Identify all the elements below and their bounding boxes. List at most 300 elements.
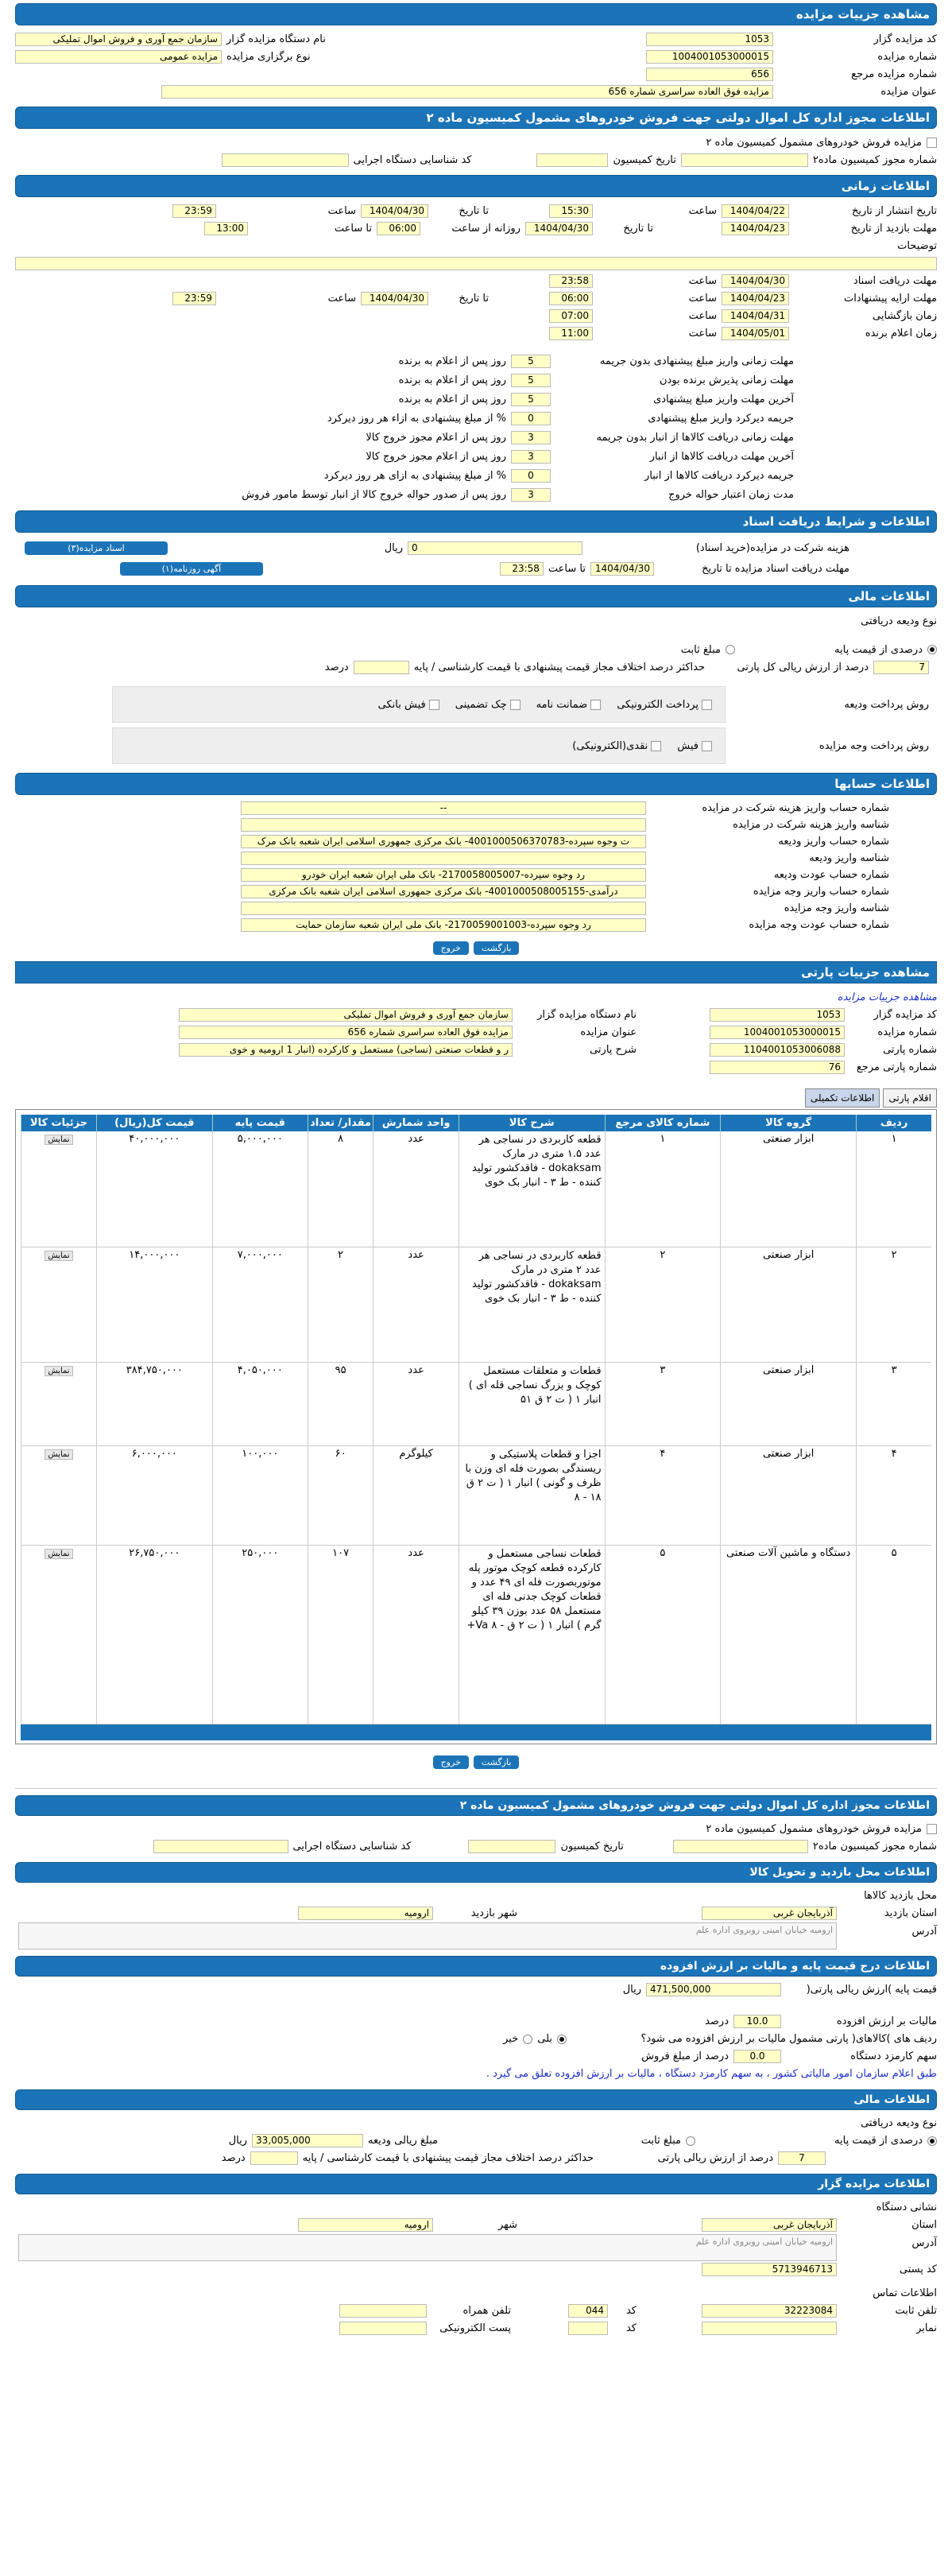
show-details-button[interactable]: نمایش xyxy=(45,1135,72,1145)
cell-q: ۶۰ xyxy=(308,1445,373,1545)
section-timing: اطلاعات زمانی xyxy=(15,175,937,197)
option-checkbox[interactable] xyxy=(590,700,601,710)
ann-time-label: ساعت xyxy=(688,327,717,339)
account-label: شماره حساب واریز وجه مزایده xyxy=(753,886,889,898)
cell-p: ۲۵۰,۰۰۰ xyxy=(212,1545,308,1724)
rule-row xyxy=(15,390,937,409)
p-num-field: 1004001053000015 xyxy=(710,1026,845,1039)
org-field: سازمان جمع آوری و فروش اموال تملیکی xyxy=(15,33,222,46)
cell-d: قطعه کاربردی در نساجی هر عدد ۱.۵ متری در مارک dokaksam - فاقدکشور تولید کننده - ط ۳ - انبار بک خوی xyxy=(459,1131,605,1247)
option-label: چک تضمینی xyxy=(455,698,507,711)
rule-value: 0 xyxy=(511,469,551,483)
permit-check-label-2: مزایده فروش خودروهای مشمول کمیسیون ماده ۲ xyxy=(706,1823,922,1835)
pay-bid-label: روش پرداخت وجه مزایده xyxy=(818,739,929,752)
fee-field: 0 xyxy=(408,541,582,555)
vat-unit: درصد xyxy=(705,2015,729,2027)
visit-to-time-label: تا ساعت xyxy=(334,222,372,235)
fixed-radio[interactable] xyxy=(726,645,735,654)
cell-details xyxy=(21,1545,97,1724)
pct-label-2: درصدی از قیمت پایه xyxy=(834,2135,923,2147)
fee-share-field: 0.0 xyxy=(733,2050,781,2063)
rule-row xyxy=(15,370,937,390)
show-details-button[interactable]: نمایش xyxy=(45,1549,72,1559)
rule-row xyxy=(15,447,937,466)
max-diff-field-2 xyxy=(250,2151,298,2165)
fax-label: نمابر xyxy=(916,2322,937,2334)
section-party: مشاهده جزییات پارتی xyxy=(15,961,937,983)
rule-unit: روز پس از اعلام مجوز خروج کالا xyxy=(366,431,506,444)
deposit-type-label-2: نوع ودیعه دریافتی xyxy=(861,2117,937,2129)
rule-value: 5 xyxy=(511,374,551,387)
section-permit-2: اطلاعات مجوز اداره کل اموال دولتی جهت فروش خودروهای مشمول کمیسیون ماده ۲ xyxy=(15,1795,937,1816)
auction-details-link[interactable]: مشاهده جزییات مزایده xyxy=(837,991,937,1003)
desc-label: توضیحات xyxy=(897,239,937,252)
permit-num-field-2 xyxy=(673,1840,808,1853)
visit-addr-label: آدرس xyxy=(911,1925,937,1938)
rule-value: 3 xyxy=(511,488,551,502)
cell-t: ۶,۰۰۰,۰۰۰ xyxy=(97,1445,213,1545)
deposit-type-label: نوع ودیعه دریافتی xyxy=(861,615,937,627)
pct-label: درصدی از قیمت پایه xyxy=(834,643,923,656)
visit-hour-to: 13:00 xyxy=(204,222,248,235)
rule-desc: مدت زمان اعتبار حواله خروج xyxy=(668,488,794,501)
cell-p: ۴,۰۵۰,۰۰۰ xyxy=(212,1362,308,1445)
section-documents: اطلاعات و شرایط دریافت اسناد xyxy=(15,510,937,533)
zip-field: 5713946713 xyxy=(702,2263,837,2276)
option-checkbox[interactable] xyxy=(702,741,712,751)
column-header: قیمت پایه xyxy=(212,1115,308,1131)
cell-t: ۳۸۴,۷۵۰,۰۰۰ xyxy=(97,1362,213,1445)
back-button-2[interactable]: بازگشت xyxy=(474,1755,520,1769)
base-price-field: 471,500,000 xyxy=(646,1983,781,1996)
cell-t: ۲۶,۷۵۰,۰۰۰ xyxy=(97,1545,213,1724)
pub-to-time: 23:59 xyxy=(172,204,216,218)
p-subj-label: عنوان مزایده xyxy=(580,1026,637,1038)
bid-time-label: ساعت xyxy=(688,292,717,305)
pub-to: 1404/04/30 xyxy=(361,204,428,218)
column-header: شرح کالا xyxy=(459,1115,605,1131)
pub-to-time-label: ساعت xyxy=(327,204,356,217)
option-label: فیش بانکی xyxy=(377,698,426,711)
account-value: -- xyxy=(241,801,646,815)
account-value: رد وجوه سپرده-2170058005007- بانک ملی ایران شعبه ایران خودرو xyxy=(241,868,646,882)
option-label: پرداخت الکترونیکی xyxy=(617,698,699,711)
org-addr-label: آدرس xyxy=(911,2237,937,2249)
cell-g: ابزار صنعتی xyxy=(721,1131,857,1247)
fee-share-label: سهم کارمزد دستگاه xyxy=(850,2050,937,2062)
cell-t: ۴۰,۰۰۰,۰۰۰ xyxy=(97,1131,213,1247)
fax-code-label: کد xyxy=(625,2322,637,2334)
exit-button-2[interactable]: خروج xyxy=(433,1755,469,1769)
org-prov-field: آذربایجان غربی xyxy=(702,2218,837,2232)
account-value xyxy=(241,902,646,915)
vat-no-label: خیر xyxy=(503,2033,519,2045)
rule-unit: % از مبلغ پیشنهادی به ازای هر روز دیرکرد xyxy=(323,469,506,482)
exec-id-label: کد شناسایی دستگاه اجرایی xyxy=(353,153,472,166)
column-header: قیمت کل(ریال) xyxy=(97,1115,213,1131)
bid-to-time-label: ساعت xyxy=(327,292,356,305)
fee-share-unit: درصد از مبلغ فروش xyxy=(641,2050,729,2062)
cell-g: دستگاه و ماشین آلات صنعتی xyxy=(721,1545,857,1724)
email-field xyxy=(339,2322,427,2335)
phone-label: تلفن ثابت xyxy=(895,2305,937,2317)
vat-yes-radio[interactable] xyxy=(557,2035,567,2044)
pay-deposit-options xyxy=(112,686,726,723)
subj-field: مزایده فوق العاده سراسری شماره 656 xyxy=(161,85,773,99)
cell-details xyxy=(21,1362,97,1445)
dl-time: 23:58 xyxy=(500,562,544,576)
tab-extra-info[interactable]: اطلاعات تکمیلی xyxy=(805,1088,880,1108)
rule-value: 5 xyxy=(511,393,551,406)
ann-date: 1404/05/01 xyxy=(722,327,789,340)
rule-desc: مهلت زمانی پذیرش برنده بودن xyxy=(659,374,794,386)
exec-id-field-2 xyxy=(153,1840,288,1853)
cell-q: ۸ xyxy=(308,1131,373,1247)
visit-daily-label: روزانه از ساعت xyxy=(451,222,521,235)
payment-option[interactable] xyxy=(536,699,602,711)
column-header: واحد شمارش xyxy=(373,1115,459,1131)
visit-addr-field: ارومیه خیابان امینی روبروی اداره علم xyxy=(18,1922,837,1949)
option-label: نقدی(الکترونیکی) xyxy=(572,739,648,752)
account-row xyxy=(15,833,937,850)
cell-n: ۳ xyxy=(857,1362,931,1445)
section-auctioneer: اطلاعات مزایده گزار xyxy=(15,2174,937,2194)
mobile-label: تلفن همراه xyxy=(462,2305,511,2317)
num-field: 1004001053000015 xyxy=(646,50,773,64)
phone-code-label: کد xyxy=(625,2305,637,2317)
code-label: کد مزایده گزار xyxy=(873,33,937,45)
vat-no-radio[interactable] xyxy=(523,2035,532,2044)
org-prov-label: استان xyxy=(911,2219,937,2231)
cell-u: عدد xyxy=(373,1131,459,1247)
rule-unit: روز پس از اعلام به برنده xyxy=(398,374,506,386)
cell-q: ۲ xyxy=(308,1247,373,1362)
account-label: شناسه واریز وجه مزایده xyxy=(784,902,889,914)
column-header: مقدار/ تعداد xyxy=(308,1115,373,1131)
cell-t: ۱۴,۰۰۰,۰۰۰ xyxy=(97,1247,213,1362)
cell-n: ۵ xyxy=(857,1545,931,1724)
rule-desc: مهلت زمانی واریز مبلغ پیشنهادی بدون جریمه xyxy=(599,355,794,367)
pub-from-time: 15:30 xyxy=(549,204,593,218)
doc-time-label: ساعت xyxy=(688,274,717,287)
deposit-amount-label: مبلغ ریالی ودیعه xyxy=(368,2135,438,2147)
payment-option[interactable] xyxy=(572,740,661,752)
email-label: پست الکترونیکی xyxy=(439,2322,511,2334)
party-ref-label: شماره پارتی مرجع xyxy=(856,1061,937,1073)
p-num-label: شماره مزایده xyxy=(877,1026,937,1038)
rule-desc: جریمه دیرکرد دریافت کالاها از انبار xyxy=(644,469,794,482)
cell-n: ۴ xyxy=(857,1445,931,1545)
doc-label: مهلت دریافت اسناد xyxy=(853,274,937,287)
cell-r: ۳ xyxy=(605,1362,721,1445)
table-footer xyxy=(21,1724,931,1740)
cell-d: قطعات و متعلقات مستعمل کوچک و بزرگ نساجی قله ای ) انبار ۱ ( ت ۲ ق ۵۱ xyxy=(459,1362,605,1445)
fixed-label: مبلغ ثابت xyxy=(680,643,721,656)
ref-label: شماره مزایده مرجع xyxy=(851,68,937,80)
section-financial: اطلاعات مالی xyxy=(15,585,937,607)
payment-option[interactable] xyxy=(677,740,712,752)
p-code-label: کد مزایده گزار xyxy=(873,1008,937,1021)
cell-d: قطعه کاربردی در نساجی هر عدد ۲ متری در مارک dokaksam - فاقدکشور تولید کننده - ط ۳ - انبار بک خوی xyxy=(459,1247,605,1362)
doc-date: 1404/04/30 xyxy=(722,274,789,288)
max-diff-field xyxy=(354,661,409,674)
pub-from: 1404/04/22 xyxy=(722,204,789,218)
vat-question-label: ردیف های )کالاهای( پارتی مشمول مالیات بر ارزش افزوده می شود؟ xyxy=(640,2033,937,2045)
cell-q: ۱۰۷ xyxy=(308,1545,373,1724)
org-address-head: نشانی دستگاه xyxy=(876,2202,937,2213)
show-details-button[interactable]: نمایش xyxy=(45,1251,72,1261)
visit-city-field: ارومیه xyxy=(298,1907,433,1920)
tax-note: طبق اعلام سازمان امور مالیاتی کشور ، به سهم کارمزد دستگاه ، مالیات بر ارزش افزوده تعلق می گیرد . xyxy=(486,2068,937,2080)
fixed-label-2: مبلغ ثابت xyxy=(640,2135,681,2147)
permit-date-label: تاریخ کمیسیون xyxy=(613,153,676,166)
exec-id-field xyxy=(222,153,349,167)
section-base-price: اطلاعات درج قیمت پایه و مالیات بر ارزش افزوده xyxy=(15,1956,937,1977)
rule-value: 0 xyxy=(511,412,551,425)
cell-g: ابزار صنعتی xyxy=(721,1247,857,1362)
pub-time-label: ساعت xyxy=(688,204,717,217)
payment-option[interactable] xyxy=(617,699,712,711)
accounts-list xyxy=(15,800,937,933)
back-button[interactable]: بازگشت xyxy=(474,941,520,955)
visit-label: مهلت بازدید از تاریخ xyxy=(850,222,937,235)
cell-r: ۲ xyxy=(605,1247,721,1362)
org-label: نام دستگاه مزایده گزار xyxy=(226,33,326,45)
show-details-button[interactable]: نمایش xyxy=(45,1366,72,1376)
pct-field: 7 xyxy=(873,661,929,674)
exit-button[interactable]: خروج xyxy=(433,941,469,955)
permit-checkbox-2[interactable] xyxy=(927,1824,937,1834)
p-org-label: نام دستگاه مزایده گزار xyxy=(537,1008,637,1021)
phone-code-field: 044 xyxy=(568,2304,608,2318)
pct-radio[interactable] xyxy=(927,645,937,654)
code-field: 1053 xyxy=(646,33,773,46)
column-header: ردیف xyxy=(857,1115,931,1131)
max-diff-label: حداکثر درصد اختلاف مجاز قیمت پیشنهادی با قیمت کارشناسی / پایه xyxy=(413,661,705,673)
account-value: ت وجوه سپرده-4001000506370783- بانک مرکزی جمهوری اسلامی ایران شعبه بانک مرک xyxy=(241,835,646,848)
account-row xyxy=(15,850,937,867)
max-diff-unit-2: درصد xyxy=(221,2152,246,2164)
party-num-label: شماره پارتی xyxy=(883,1043,937,1056)
deposit-amount-unit: ریال xyxy=(228,2135,248,2147)
section-financial-2: اطلاعات مالی xyxy=(15,2089,937,2110)
visit-city-label: شهر بازدید xyxy=(470,1907,517,1919)
account-label: شماره حساب عودت ودیعه xyxy=(773,869,889,881)
cell-r: ۴ xyxy=(605,1445,721,1545)
org-city-field: ارومیه xyxy=(298,2218,433,2232)
bid-to-label: تا تاریخ xyxy=(459,292,489,305)
column-header: جزئیات کالا xyxy=(21,1115,97,1131)
account-value xyxy=(241,852,646,865)
subj-label: عنوان مزایده xyxy=(880,85,937,98)
account-label: شناسه واریز هزینه شرکت در مزایده xyxy=(733,819,889,831)
pub-label: تاریخ انتشار از تاریخ xyxy=(851,204,937,217)
pct-field-2: 7 xyxy=(778,2151,826,2165)
account-row xyxy=(15,917,937,933)
cell-u: عدد xyxy=(373,1247,459,1362)
rule-desc: جریمه دیرکرد واریز مبلغ پیشنهادی xyxy=(648,412,794,425)
bid-to-time: 23:59 xyxy=(172,292,216,305)
visit-place-label: محل بازدید کالاها xyxy=(864,1890,937,1902)
account-row xyxy=(15,867,937,883)
fee-unit: ریال xyxy=(384,541,403,554)
permit-num-field xyxy=(681,153,808,167)
bid-label: مهلت ارایه پیشنهادات xyxy=(843,292,937,305)
rule-desc: مهلت زمانی دریافت کالاها از انبار بدون جریمه xyxy=(596,431,794,444)
base-price-unit: ریال xyxy=(622,1984,641,1996)
bid-from: 1404/04/23 xyxy=(722,292,789,305)
cell-p: ۵,۰۰۰,۰۰۰ xyxy=(212,1131,308,1247)
cell-g: ابزار صنعتی xyxy=(721,1445,857,1545)
option-checkbox[interactable] xyxy=(429,700,439,710)
table-row xyxy=(21,1545,932,1724)
permit-checkbox[interactable] xyxy=(927,138,937,148)
visit-from: 1404/04/23 xyxy=(722,222,789,235)
cell-r: ۵ xyxy=(605,1545,721,1724)
section-permit: اطلاعات مجوز اداره کل اموال دولتی جهت فروش خودروهای مشمول کمیسیون ماده ۲ xyxy=(15,107,937,129)
vat-yes-label: بلی xyxy=(537,2033,552,2045)
visit-prov-field: آذربایجان غربی xyxy=(702,1907,837,1920)
table-row xyxy=(21,1131,932,1247)
exec-id-label-2: کد شناسایی دستگاه اجرایی xyxy=(292,1841,412,1852)
account-label: شماره حساب واریز ودیعه xyxy=(778,836,889,848)
table-row xyxy=(21,1362,932,1445)
payment-option[interactable] xyxy=(455,699,521,711)
type-label: نوع برگزاری مزایده xyxy=(226,50,311,63)
option-checkbox[interactable] xyxy=(510,700,521,710)
rule-value: 3 xyxy=(511,450,551,464)
visit-to-label: تا تاریخ xyxy=(623,222,653,235)
newspaper-ad-button[interactable]: آگهی روزنامه(۱) xyxy=(120,562,263,576)
doc-time: 23:58 xyxy=(549,274,593,288)
account-value xyxy=(241,818,646,832)
section-auction-details: مشاهده جزییات مزایده xyxy=(15,3,937,25)
ann-time: 11:00 xyxy=(549,327,593,340)
max-diff-label-2: حداکثر درصد اختلاف مجاز قیمت پیشنهادی با قیمت کارشناسی / پایه xyxy=(302,2152,594,2164)
option-checkbox[interactable] xyxy=(702,700,712,710)
open-date: 1404/04/31 xyxy=(722,309,789,323)
pub-to-label: تا تاریخ xyxy=(459,204,489,217)
rule-unit: روز پس از صدور حواله خروج کالا از انبار توسط مامور فروش xyxy=(242,488,506,501)
fax-code-field xyxy=(568,2322,608,2335)
num-label: شماره مزایده xyxy=(877,50,937,63)
visit-to: 1404/04/30 xyxy=(525,222,593,235)
permit-check-label: مزایده فروش خودروهای مشمول کمیسیون ماده ۲ xyxy=(706,136,922,149)
bid-from-time: 06:00 xyxy=(549,292,593,305)
cell-r: ۱ xyxy=(605,1131,721,1247)
permit-date-field-2 xyxy=(468,1840,555,1853)
cell-u: کیلوگرم xyxy=(373,1445,459,1545)
vat-label: مالیات بر ارزش افزوده xyxy=(836,2015,937,2027)
cell-d: اجزا و قطعات پلاستیکی و ریسندگی بصورت فله ای وزن با ظرف و گونی ) انبار ۱ ( ت ۲ ق ۱۸ - ۸ xyxy=(459,1445,605,1545)
rule-row xyxy=(15,466,937,485)
pay-bid-options xyxy=(112,727,726,764)
p-code-field: 1053 xyxy=(710,1008,845,1022)
cell-u: عدد xyxy=(373,1545,459,1724)
permit-date-field xyxy=(536,153,608,167)
account-label: شناسه واریز ودیعه xyxy=(809,852,889,864)
rule-unit: روز پس از اعلام به برنده xyxy=(398,393,506,405)
cell-u: عدد xyxy=(373,1362,459,1445)
cell-g: ابزار صنعتی xyxy=(721,1362,857,1445)
vat-field: 10.0 xyxy=(733,2015,781,2028)
account-value: درآمدی-4001000508005155- بانک مرکزی جمهوری اسلامی ایران شعبه بانک مرکزی xyxy=(241,885,646,898)
fee-label: هزینه شرکت در مزایده(خرید اسناد) xyxy=(695,541,849,554)
permit-num-label-2: شماره مجوز کمیسیون ماده۲ xyxy=(812,1841,937,1852)
cell-n: ۱ xyxy=(857,1131,931,1247)
account-row xyxy=(15,800,937,817)
rule-value: 5 xyxy=(511,355,551,368)
p-org-field: سازمان جمع آوری و فروش اموال تملیکی xyxy=(179,1008,513,1022)
rule-unit: % از مبلغ پیشنهادی به ازاء هر روز دیرکرد xyxy=(327,412,506,425)
party-desc-label: شرح پارتی xyxy=(590,1043,637,1056)
visit-prov-label: استان بازدید xyxy=(884,1907,937,1919)
org-addr-field: ارومیه خیابان امینی روبروی اداره علم xyxy=(18,2234,837,2261)
open-time-label: ساعت xyxy=(688,309,717,322)
rule-row xyxy=(15,351,937,370)
rule-value: 3 xyxy=(511,431,551,444)
dl-label: مهلت دریافت اسناد مزایده تا تاریخ xyxy=(702,562,849,575)
account-row xyxy=(15,817,937,833)
pct-radio-2[interactable] xyxy=(927,2136,937,2146)
cell-details xyxy=(21,1247,97,1362)
auction-docs-button[interactable]: اسناد مزایده(۳) xyxy=(25,541,168,555)
payment-option[interactable] xyxy=(378,699,439,711)
option-checkbox[interactable] xyxy=(651,741,661,751)
dl-date: 1404/04/30 xyxy=(590,562,654,576)
fixed-radio-2[interactable] xyxy=(686,2136,695,2146)
bid-to: 1404/04/30 xyxy=(361,292,428,305)
column-header: گروه کالا xyxy=(721,1115,857,1131)
rule-row xyxy=(15,485,937,504)
party-desc-field: ر و قطعات صنعتی (نساجی) مستعمل و کارکرده (انبار 1 ارومیه و خوی xyxy=(179,1043,513,1057)
pct-text-2: درصد از ارزش ریالی پارتی xyxy=(657,2152,773,2164)
cell-q: ۹۵ xyxy=(308,1362,373,1445)
option-label: فیش xyxy=(677,739,699,752)
tab-party-items[interactable]: اقلام پارتی xyxy=(883,1088,937,1108)
pct-text: درصد از ارزش ریالی کل پارتی xyxy=(737,661,869,673)
visit-hour-from: 06:00 xyxy=(377,222,420,235)
ref-field: 656 xyxy=(646,68,773,81)
p-subj-field: مزایده فوق العاده سراسری شماره 656 xyxy=(179,1026,513,1039)
cell-details xyxy=(21,1445,97,1545)
cell-d: قطعات نساجی مستعمل و کارکرده قطعه کوچک موتور پله موتوربصورت فله ای ۴۹ عدد و قطعات کوچک جدنی فله ای مستعمل ۵۸ عدد بوزن ۳۹ کیلو گرم ) انبار ۱ ( ت ۲ ق - ۸ Va+ xyxy=(459,1545,605,1724)
ann-label: زمان اعلام برنده xyxy=(865,327,937,339)
table-row xyxy=(21,1247,932,1362)
column-header: شماره کالای مرجع xyxy=(605,1115,721,1131)
rule-unit: روز پس از اعلام مجوز خروج کالا xyxy=(366,450,506,463)
open-label: زمان بازگشایی xyxy=(873,309,937,322)
deposit-amount-field: 33,005,000 xyxy=(252,2134,363,2147)
account-label: شماره حساب عودت وجه مزایده xyxy=(749,919,889,931)
party-ref-field: 76 xyxy=(710,1061,845,1074)
base-price-label: قیمت پایه )ارزش ریالی پارتی( xyxy=(806,1984,937,1996)
party-num-field: 1104001053006088 xyxy=(710,1043,845,1057)
org-city-label: شهر xyxy=(497,2219,517,2231)
rule-desc: آخرین مهلت واریز مبلغ پیشنهادی xyxy=(653,393,794,405)
rule-unit: روز پس از اعلام به برنده xyxy=(398,355,506,367)
desc-field xyxy=(15,257,937,270)
permit-date-label-2: تاریخ کمیسیون xyxy=(560,1841,624,1852)
account-row xyxy=(15,883,937,900)
rule-desc: آخرین مهلت دریافت کالاها از انبار xyxy=(649,450,794,463)
show-details-button[interactable]: نمایش xyxy=(45,1449,72,1460)
cell-p: ۷,۰۰۰,۰۰۰ xyxy=(212,1247,308,1362)
pay-deposit-label: روش پرداخت ودیعه xyxy=(844,698,929,711)
permit-num-label: شماره مجوز کمیسیون ماده۲ xyxy=(812,153,937,166)
option-label: ضمانت نامه xyxy=(536,698,588,711)
deadline-rules xyxy=(15,351,937,504)
